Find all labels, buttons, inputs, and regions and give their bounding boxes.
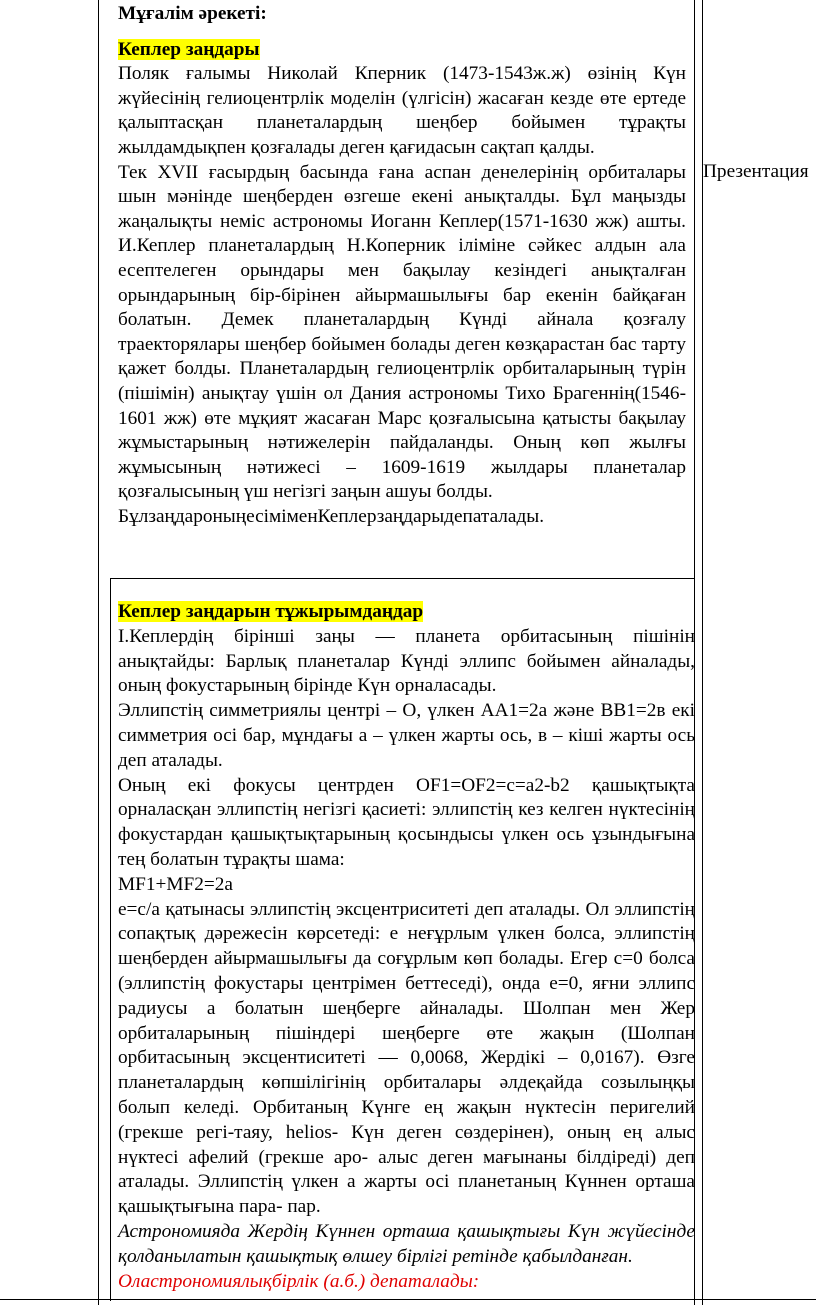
- paragraph-kepler-discovery: Тек XVII ғасырдың басында ғана аспан денелерінің орбиталары шын мәнінде шеңберден өзгеше екені анықталды. Бұл маңызды жаңалықты неміс астрономы Иоганн Кеплер(1571-1630 жж) ашты. И.Кеплер планеталардың Н.Коперник іліміне сәйкес алдын ала есептелеген орындары мен бақылау кезіндегі анықталған орындарының бір-бірінен айырмашылығы бар екенін байқаған болатын. Демек планеталардың Күнді айнала қозғалу траекторялары шеңбер бойымен болады деген көзқарастан бас тарту қажет болды. Планеталардың гелиоцентрлік орбиталарының түрін (пішімін) анықтау үшін ол Дания астрономы Тихо Брагеннің(1546-1601 жж) өте мұқият жасаған Марс қозғалысына қатысты бақылау жұмыстарының нәтижелерін пайдаланды. Оның көп жылғы жұмысының нәтижесі – 1609-1619 жылдары планеталар қозғалысының үш негізгі заңын ашуы болды.: [118, 161, 686, 503]
- kepler-laws-heading: Кеплер заңдары: [118, 38, 260, 60]
- kepler-laws-formulation-section: [118, 600, 695, 1294]
- formulation-heading: Кеплер заңдарын тұжырымдаңдар: [118, 601, 424, 622]
- paragraph-au-definition: Оластрономиялықбірлік (а.б.) депаталады:: [118, 1270, 480, 1292]
- table-border-left: [98, 0, 99, 1305]
- paragraph-kepler-laws-name: БұлзаңдароныңесіміменКеплерзаңдарыдепаталады.: [118, 505, 545, 527]
- table-border-inner-right: [702, 0, 703, 1305]
- paragraph-foci: Оның екі фокусы центрден OF1=OF2=c=a2-b2 қашықтықта орналасқан эллипстің негізгі қасиеті: эллипстің кез келген нүктесінің фокустардан қашықтықтарының қосындысы үлкен ось ұзындығына тең болатын тұрақты шама:: [118, 774, 695, 870]
- paragraph-ellipse-axes: Эллипстің симметриялы центрі – О, үлкен АА1=2а және ВВ1=2в екі симметрия осі бар, мұндағы а – үлкен жарты ось, в – кіші жарты ось деп аталады.: [118, 700, 695, 771]
- paragraph-astronomical-unit: Астрономияда Жердің Күннен орташа қашықтығы Күн жүйесінде қолданылатын қашықтық өлшеу бірлігі ретінде қабылданған.: [118, 1220, 695, 1267]
- presentation-label: Презентация: [703, 161, 809, 182]
- paragraph-eccentricity: e=c/a қатынасы эллипстің эксцентриситеті деп аталады. Ол эллипстің сопақтық дәрежесін көрсетеді: е неғұрлым үлкен болса, эллипстің шеңберден айырмашылығы да соғұрлым көп болады. Егер с=0 болса (эллипстің фокустары центрімен беттеседі), онда е=0, яғни эллипс радиусы а болатын шеңберге айналады. Шолпан мен Жер орбиталарының пішіндері шеңберге өте жақын (Шолпан орбитасының эксцентиситеті — 0,0068, Жердікі – 0,0167). Өзге планеталардың көпшілігінің орбиталары әлдеқайда созылыңқы болып келеді. Орбитаның Күнге ең жақын нүктесін перигелий (грекше peгi-таяу, helios- Күн деген сөздерінен), оның ең алыс нүктесі афелий (грекше аро- алыс деген мағынаны білдіреді) деп аталады. Эллипстің үлкен а жарты осі планетаның Күннен орташа қашықтығына пара- пар.: [118, 898, 695, 1218]
- formula-ellipse: MF1+MF2=2a: [118, 873, 233, 895]
- paragraph-copernicus: Поляк ғалымы Николай Кперник (1473-1543ж.ж) өзінің Күн жүйесінің гелиоцентрлік моделін (үлгісін) жасаған кезде өте ертеде қалыптасқан планеталардың шеңбер бойымен тұрақты жылдамдықпен қозғалады деген қағидасын сақтап қалды.: [118, 63, 686, 158]
- paragraph-first-law: I.Кеплердің бірінші заңы — планета орбитасының пішінін анықтайды: Барлық планеталар Күнді эллипс бойымен айналады, оның фокустарының бірінде Күн орналасады.: [118, 625, 695, 697]
- teacher-action-label: Мұғалім әрекеті:: [118, 3, 267, 24]
- resource-column: [703, 160, 816, 184]
- lesson-content-section: [118, 2, 686, 529]
